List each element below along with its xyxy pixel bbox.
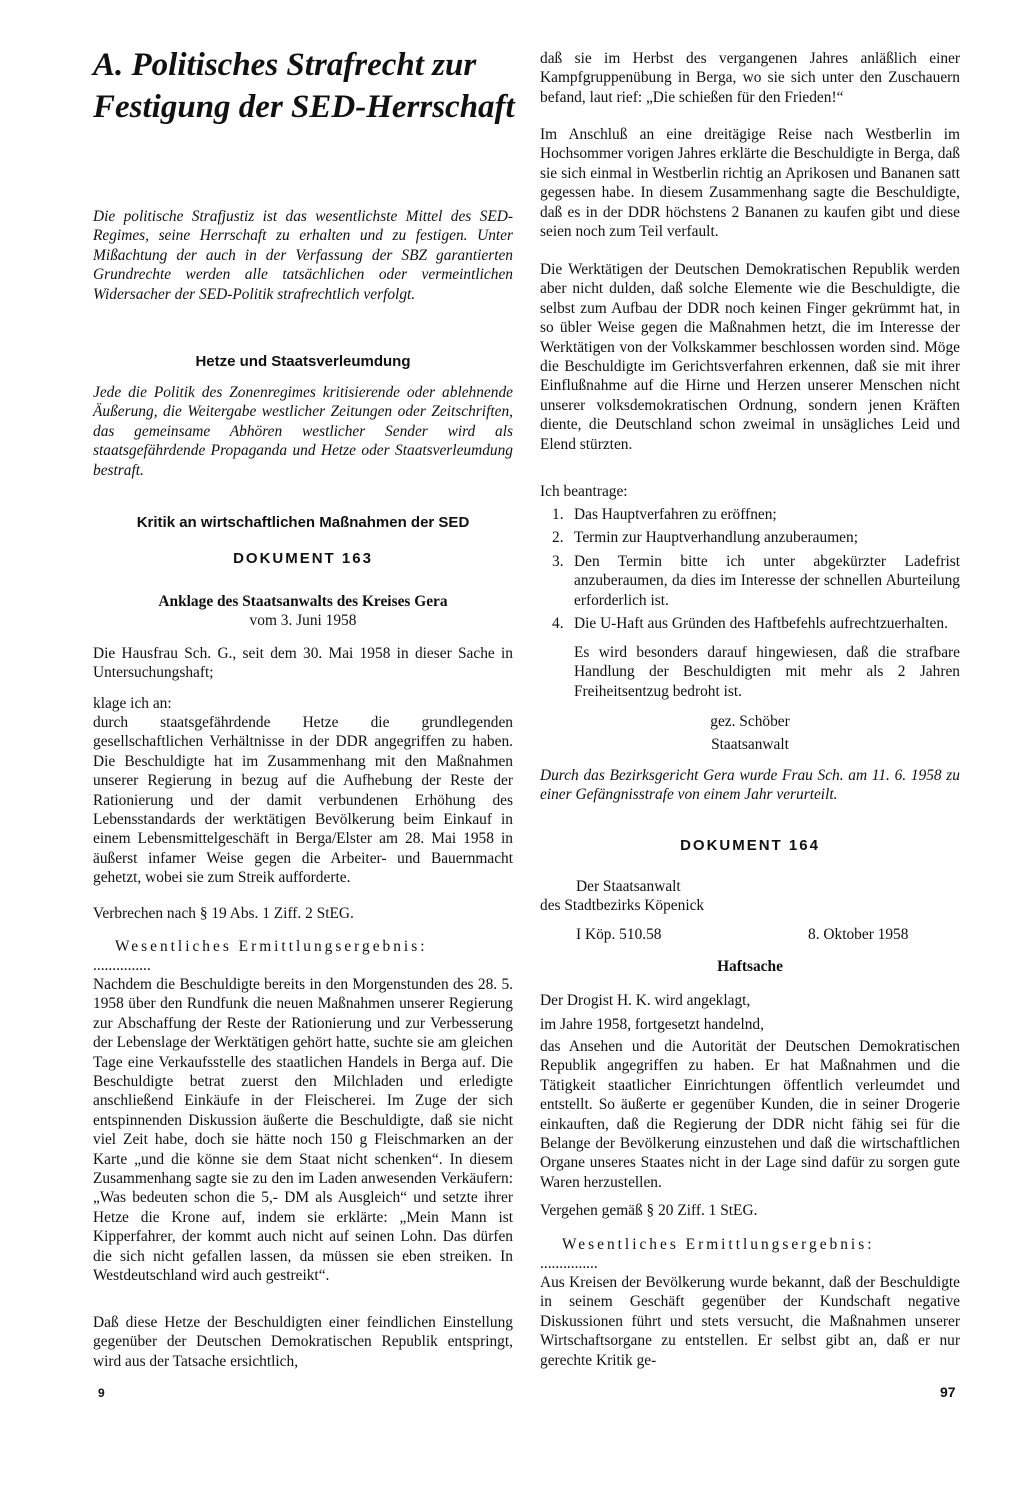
doc163-date: vom 3. Juni 1958 <box>249 612 357 629</box>
doc163-paragraph-1: Die Hausfrau Sch. G., seit dem 30. Mai 1958 in dieser Sache in Untersuchungshaft; <box>93 645 513 682</box>
doc163-paragraph-2: klage ich an: <box>93 695 172 712</box>
signature: gez. Schöber <box>710 713 790 730</box>
doc163-paragraph-4: Verbrechen nach § 19 Abs. 1 Ziff. 2 StEG. <box>93 905 354 922</box>
page-number-right: 97 <box>940 1384 956 1400</box>
section-text: Jede die Politik des Zonenregimes kritisierende oder ablehnende Äußerung, die Weitergabe westlicher Zeitungen oder Zeitschriften, das gemeinsame Abhören westlicher Sender wird als staatsgefährdende Propaganda und Hetze oder Staatsverleumdung bestraft. <box>93 384 513 479</box>
haftsache: Haftsache <box>717 958 783 975</box>
document-163-label: DOKUMENT 163 <box>233 550 373 567</box>
intro-paragraph: Die politische Strafjustiz ist das wesentlichste Mittel des SED-Regimes, seine Herrschaft zu erhalten und zu festigen. Unter Mißachtung der auch in der Verfassung der SBZ garantierten Grundrechte werden alle tatsächlichen oder vermeintlichen Widersacher der SED-Politik strafrechtlich verfolgt. <box>93 208 513 303</box>
doc163-paragraph-6: Daß diese Hetze der Beschuldigten einer feindlichen Einstellung gegenüber der Deutschen Demokratischen Republik entspringt, wird aus der Tatsache ersichtlich, <box>93 1314 513 1370</box>
list-item: 2. Termin zur Hauptverhandlung anzuberaumen; <box>552 529 858 547</box>
list-item: 4. Die U-Haft aus Gründen des Haftbefehls aufrechtzuerhalten. <box>552 615 948 633</box>
sub-heading: Kritik an wirtschaftlichen Maßnahmen der SED <box>136 514 470 531</box>
doc163-ermittlung-heading: Wesentliches Ermittlungsergebnis: <box>115 938 428 955</box>
list-item: 1. Das Hauptverfahren zu eröffnen; <box>552 506 777 523</box>
doc164-paragraph-1: Der Drogist H. K. wird angeklagt, <box>540 992 751 1009</box>
page-number-left: 9 <box>98 1386 105 1400</box>
document-164-label: DOKUMENT 164 <box>680 837 820 854</box>
signature-title: Staatsanwalt <box>711 736 789 753</box>
doc164-paragraph-5: Aus Kreisen der Bevölkerung wurde bekannt, daß der Beschuldigte in seinem Geschäft gegenüber der Kundschaft negative Diskussionen führt und stets versucht, die Maßnahmen unserer Wirtschaftsorgane zu entstellen. Er selbst gibt an, daß er nur gerechte Kritik ge- <box>540 1274 960 1369</box>
doc163-paragraph-r3: Die Werktätigen der Deutschen Demokratischen Republik werden aber nicht dulden, daß solche Elemente wie die Beschuldigte, die selbst zum Aufbau der DDR noch keinen Finger gekrümmt hat, in so übler Weise gegen die Maßnahmen hetzt, die im Interesse der Werktätigen von der Volkskammer beschlossen worden sind. Möge die Beschuldigte im Gerichtsverfahren erkennen, daß sie mit ihrer Einflußnahme auf die Hirne und Herzen unserer Menschen nicht unserer volksdemokratischen Ordnung, sondern jenen Kräften diente, die Deutschland schon zweimal in unsägliches Leid und Elend stürzten. <box>540 261 960 453</box>
doc163-paragraph-r4: Ich beantrage: <box>540 483 628 500</box>
doc164-sender-2: des Stadtbezirks Köpenick <box>540 897 705 914</box>
doc164-ref: I Köp. 510.58 <box>576 926 662 943</box>
doc164-ref-row <box>540 925 960 945</box>
doc163-paragraph-r2: Im Anschluß an eine dreitägige Reise nach Westberlin im Hochsommer vorigen Jahres erklärte die Beschuldigte in Berga, daß sie sich einmal in Westberlin richtig an Aprikosen und Bananen satt gegessen habe. In diesem Zusammenhang sagte die Beschuldigte, daß es in der DDR höchstens 2 Bananen zu kaufen gibt und diese seien noch zum Teil verfault. <box>540 126 960 241</box>
doc164-ermittlung-heading: Wesentliches Ermittlungsergebnis: <box>562 1236 875 1253</box>
doc164-date: 8. Oktober 1958 <box>808 926 909 943</box>
section-heading: Hetze und Staatsverleumdung <box>195 353 411 370</box>
doc164-sender-1: Der Staatsanwalt <box>576 878 681 895</box>
doc163-paragraph-5: Nachdem die Beschuldigte bereits in den Morgenstunden des 28. 5. 1958 über den Rundfunk die neuen Maßnahmen unserer Regierung zur Abschaffung der Reste der Rationierung und zur Verbesserung der Lebenslage der Werktätigen gehört hatte, suchte sie am gleichen Tage eine Verkaufsstelle des staatlichen Handels in Berga auf. Die Beschuldigte betrat zuerst den Milchladen und erledigte anschließend Einkäufe in der Fleischerei. Im Zuge der sich entspinnenden Diskussion äußerte die Beschuldigte, daß sie nicht viel Zeit habe, doch sie hätte noch 150 g Fleischmarken an der Karte „und die könne sie dem Staat nicht schenken“. In diesem Zusammenhang sagte sie zu den im Laden anwesenden Verkäufern: „Was bedeuten schon die 5,- DM als Ausgleich“ und setzte ihrer Hetze die Krone auf, indem sie erklärte: „Mein Mann ist Kipperfahrer, der kommt auch nicht auf seinen Lohn. Das dürfen die sich nicht gefallen lassen, da müssen sie eben streiken. In Westdeutschland wird auch gestreikt“. <box>93 976 513 1285</box>
doc163-paragraph-3: durch staatsgefährdende Hetze die grundlegenden gesellschaftlichen Verhältnisse in der DDR angegriffen zu haben. Die Beschuldigte hat im Zusammenhang mit den Maßnahmen unserer Regierung in bezug auf die Aufhebung der Reste der Rationierung und der damit verbundenen Erhöhung des Lebensstandards der werktätigen Bevölkerung beim Einkauf in einem Lebensmittelgeschäft in Berga/Elster am 28. Mai 1958 in äußerst infamer Weise gegen die Arbeiter- und Bauernmacht gehetzt, wobei sie zum Streik aufforderte. <box>93 714 513 887</box>
doc164-paragraph-3: das Ansehen und die Autorität der Deutschen Demokratischen Republik angegriffen zu haben. Er hat Maßnahmen und die Tätigkeit staatlicher Einrichtungen öffentlich verleumdet und entstellt. So äußerte er gegenüber Kunden, die in seiner Drogerie einkauften, daß die Regierung der DDR nicht fähig sei für die Belange der Bevölkerung einzustehen und daß die wirtschaftlichen Organe unseres Staates nicht in der Lage sind dafür zu sorgen gute Waren herzustellen. <box>540 1038 960 1191</box>
doc163-paragraph-r1: daß sie im Herbst des vergangenen Jahres anläßlich einer Kampfgruppenübung in Berga, wo sie sich unter den Zuschauern befand, laut rief: „Die schießen für den Frieden!“ <box>540 50 960 106</box>
doc163-paragraph-r5: Es wird besonders darauf hingewiesen, daß die strafbare Handlung der Beschuldigten mit mehr als 2 Jahren Freiheitsentzug bedroht ist. <box>574 644 960 700</box>
list-item: 3. Den Termin bitte ich unter abgekürzter Ladefrist anzuberaumen, da dies im Interesse der schnellen Aburteilung erforderlich ist. <box>552 552 960 609</box>
doc164-dots: ............... <box>540 1255 598 1272</box>
doc163-heading: Anklage des Staatsanwalts des Kreises Gera <box>158 593 448 610</box>
doc164-paragraph-2: im Jahre 1958, fortgesetzt handelnd, <box>540 1016 764 1033</box>
request-list <box>540 505 960 633</box>
page-title: A. Politisches Strafrecht zur Festigung der SED-Herrschaft <box>93 47 515 125</box>
doc163-dots: ............... <box>93 957 151 974</box>
doc164-paragraph-4: Vergehen gemäß § 20 Ziff. 1 StEG. <box>540 1202 758 1219</box>
verdict: Durch das Bezirksgericht Gera wurde Frau Sch. am 11. 6. 1958 zu einer Gefängnisstrafe von einem Jahr verurteilt. <box>540 767 960 804</box>
